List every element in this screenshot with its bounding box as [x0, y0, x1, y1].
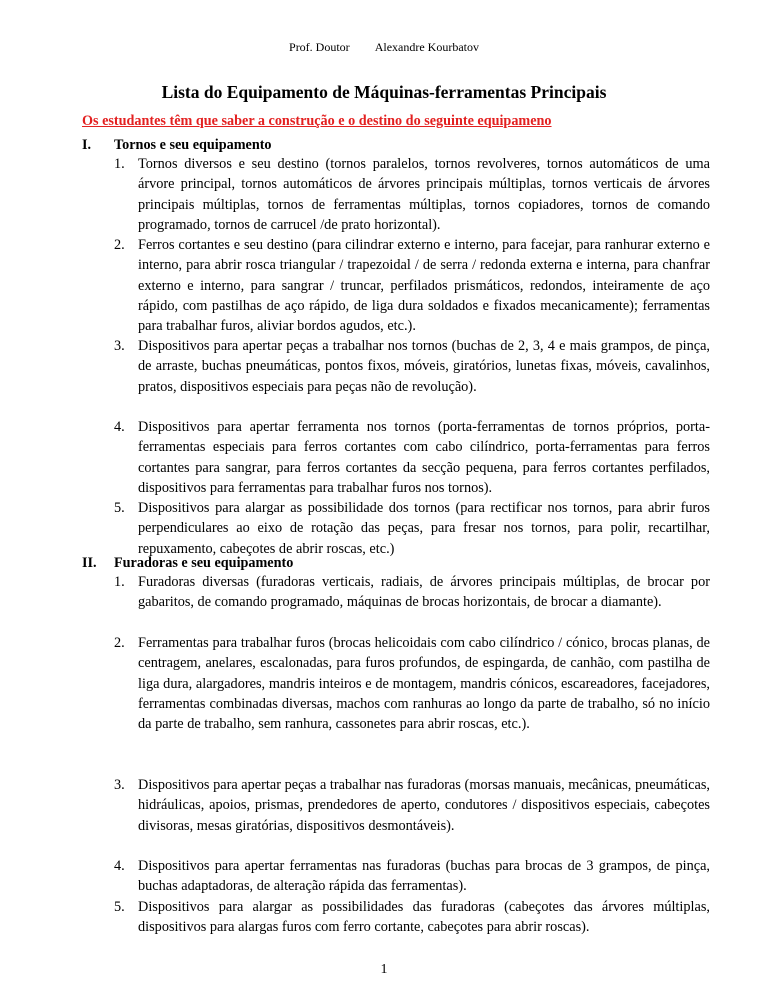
item-number: 1.: [114, 156, 125, 172]
header-left: Prof. Doutor: [289, 40, 350, 54]
document-subtitle: Os estudantes têm que saber a construção e o destino do seguinte equipameno: [82, 113, 552, 129]
list-item: [114, 154, 710, 235]
item-number: 2.: [114, 237, 125, 253]
section-title: Tornos e seu equipamento: [114, 137, 272, 153]
section-number: II.: [82, 555, 97, 571]
item-number: 5.: [114, 500, 125, 516]
item-text: Furadoras diversas (furadoras verticais, radiais, de árvores principais múltiplas, de brocar por gabaritos, de comando programado, máquinas de brocas horizontais, de brocar a diamante).: [138, 574, 710, 611]
item-text: Dispositivos para apertar ferramentas nas furadoras (buchas para brocas de 3 grampos, de pinça, buchas adaptadoras, de alteração rápida das ferramentas).: [138, 858, 710, 895]
item-text: Dispositivos para alargar as possibilidade dos tornos (para rectificar nos tornos, para abrir furos perpendiculares ao eixo de rotação das peças, para fresar nos tornos, para polir, recartilhar, repuxamento, cabeçotes de abrir roscas, etc.): [138, 500, 710, 557]
list-item: [114, 336, 710, 397]
item-text: Dispositivos para apertar peças a trabalhar nas furadoras (morsas manuais, mecânicas, pneumáticas, hidráulicas, apoios, prismas, prendedores de aperto, condutores / dispositivos especiais, cabeçotes divisoras, mesas giratórias, dispositivos desmontáveis).: [138, 777, 710, 834]
list-item: [114, 633, 710, 734]
list-item: [114, 856, 710, 897]
item-number: 1.: [114, 574, 125, 590]
item-text: Dispositivos para apertar ferramenta nos tornos (porta-ferramentas de tornos próprios, porta-ferramentas especiais para ferros cortantes com cabo cilíndrico, porta-ferramentas para ferros cortantes para sangrar, para ferros cortantes da secção pequena, para ferros cortantes perfilados, dispositivos para ferramentas para trabalhar furos nos tornos).: [138, 419, 710, 496]
section-title: Furadoras e seu equipamento: [114, 555, 294, 571]
item-number: 4.: [114, 419, 125, 435]
section-number: I.: [82, 137, 92, 153]
section-heading-tornos: [82, 137, 722, 154]
item-number: 3.: [114, 338, 125, 354]
item-number: 3.: [114, 777, 125, 793]
list-item: [114, 417, 710, 498]
item-text: Ferros cortantes e seu destino (para cilindrar externo e interno, para facejar, para ranhurar externo e interno, para abrir rosca triangular / trapezoidal / de serra / redonda externa e interna, para chanfrar externo e interno, para sangrar / truncar, perfilados prismáticos, redondos, inteiramente de aço rápido, com pastilhas de aço rápido, de liga dura soldados e fixados mecanicamente); ferramentas para trabalhar furos, aliviar bordos agudos, etc.).: [138, 237, 710, 335]
item-number: 4.: [114, 858, 125, 874]
list-item: [114, 498, 710, 559]
item-number: 5.: [114, 899, 125, 915]
list-item: [114, 572, 710, 613]
item-text: Tornos diversos e seu destino (tornos paralelos, tornos revolveres, tornos automáticos de uma árvore principal, tornos automáticos de árvores principais múltiplas, tornos verticais de árvores principais múltiplas, tornos de ferramentas múltiplas, tornos copiadores, tornos de comando programado, tornos de carrucel /de prato horizontal).: [138, 156, 710, 233]
page-number: 1: [380, 962, 388, 977]
item-text: Ferramentas para trabalhar furos (brocas helicoidais com cabo cilíndrico / cónico, brocas planas, de centragem, anelares, escalonadas, para furos profundos, de espingarda, de canhão, com pastilha de liga dura, alargadores, mandris inteiros e de montagem, mandris cónicos, escareadores, facejadores, ferramentas combinadas diversas, machos com ranhuras ao longo da parte de trabalho, só no início da parte de trabalho, sem ranhura, cassonetes para abrir roscas, etc.).: [138, 635, 710, 733]
list-item: [114, 775, 710, 836]
item-text: Dispositivos para alargar as possibilidades das furadoras (cabeçotes das árvores múltiplas, dispositivos para alargas furos com ferro cortante, cabeçotes para abrir roscas).: [138, 899, 710, 936]
page-header: [0, 40, 768, 55]
list-item: [114, 235, 710, 336]
item-number: 2.: [114, 635, 125, 651]
item-text: Dispositivos para apertar peças a trabalhar nos tornos (buchas de 2, 3, 4 e mais grampos, de pinça, de arraste, buchas pneumáticas, pontos fixos, móveis, giratórios, lunetas fixas, móveis, cavalinhos, pratos, dispositivos especiais para peças não de revolução).: [138, 338, 710, 395]
list-item: [114, 897, 710, 938]
header-right: Alexandre Kourbatov: [374, 40, 479, 54]
document-title: Lista do Equipamento de Máquinas-ferramentas Principais: [161, 82, 607, 102]
section-heading-furadoras: [82, 555, 722, 572]
